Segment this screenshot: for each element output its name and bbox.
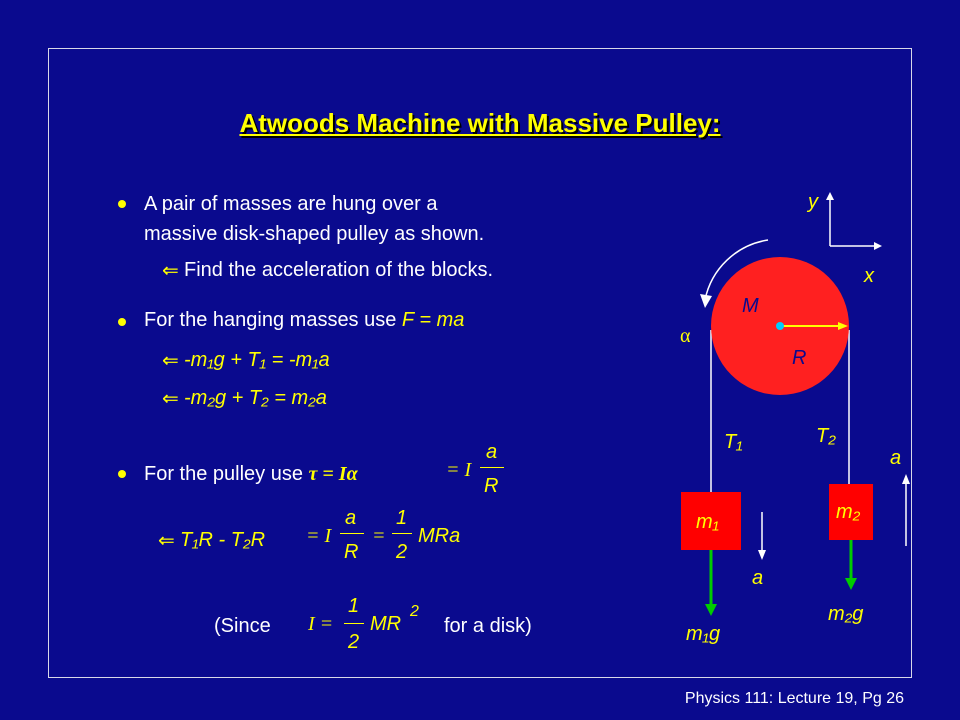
bullet2-prefix: For the hanging masses use <box>144 309 402 331</box>
rotation-arrow-icon <box>700 294 712 308</box>
torque-lhs: T₁R - T₂R <box>180 529 266 551</box>
arrow-icon: ⇐ <box>162 388 179 410</box>
bullet3-prefix: For the pulley use <box>144 463 309 485</box>
x-arrow-icon <box>874 242 882 250</box>
arrow-icon: ⇐ <box>162 260 179 282</box>
gravity2-label: m₂g <box>828 603 864 625</box>
tension2-label: T₂ <box>816 425 836 447</box>
frac-equals-i: = I <box>446 459 472 481</box>
accel-left-arrow-icon <box>758 550 766 560</box>
alpha-label: α <box>680 325 691 347</box>
y-label: y <box>808 191 818 213</box>
block-m2-label: m₂ <box>836 501 861 523</box>
accel-left-label: a <box>752 567 764 589</box>
equation-mass2: -m₂g + T₂ = m₂a <box>184 387 327 409</box>
since-open: (Since <box>214 615 271 637</box>
eq3-equals: = <box>372 525 386 547</box>
eq3-frac1-num: a <box>345 507 357 529</box>
gravity1-label: m₁g <box>686 623 721 645</box>
eq3-frac2-num: 1 <box>396 507 408 529</box>
bullet1-line1: A pair of masses are hung over a <box>144 193 438 215</box>
y-arrow-icon <box>826 192 834 200</box>
gravity2-arrow-icon <box>845 578 857 590</box>
newton-law: F = ma <box>401 309 465 331</box>
frac-den: R <box>484 475 499 497</box>
slide-footer: Physics 111: Lecture 19, Pg 26 <box>684 690 904 707</box>
since-den: 2 <box>348 631 360 653</box>
eq3-frac1-den: R <box>344 541 359 563</box>
since-exp: 2 <box>410 603 419 620</box>
block-m1-label: m₁ <box>696 511 719 533</box>
mass-M-label: M <box>742 295 759 317</box>
axle-dot <box>776 322 784 330</box>
slide-title: Atwoods Machine with Massive Pulley: <box>239 108 721 138</box>
since-lhs: I = <box>308 613 334 635</box>
eq3-equals-i: = I <box>306 525 332 547</box>
since-num: 1 <box>348 595 360 617</box>
accel-right-arrow-icon <box>902 474 910 484</box>
accel-right-label: a <box>890 447 902 469</box>
since-mr: MR <box>370 613 402 635</box>
bullet1-sub: Find the acceleration of the blocks. <box>184 259 494 281</box>
gravity1-arrow-icon <box>705 604 717 616</box>
frac-num: a <box>486 441 498 463</box>
bullet1-line2: massive disk-shaped pulley as shown. <box>144 223 485 245</box>
equation-mass1: -m₁g + T₁ = -m₁a <box>184 349 330 371</box>
since-close: for a disk) <box>444 615 532 637</box>
x-label: x <box>864 265 874 287</box>
radius-label: R <box>792 347 807 369</box>
tension1-label: T₁ <box>724 431 743 453</box>
eq3-rest: MRa <box>418 525 461 547</box>
torque-eq: τ = Iα <box>308 463 358 485</box>
arrow-icon: ⇐ <box>158 530 175 552</box>
arrow-icon: ⇐ <box>162 350 179 372</box>
eq3-frac2-den: 2 <box>396 541 408 563</box>
